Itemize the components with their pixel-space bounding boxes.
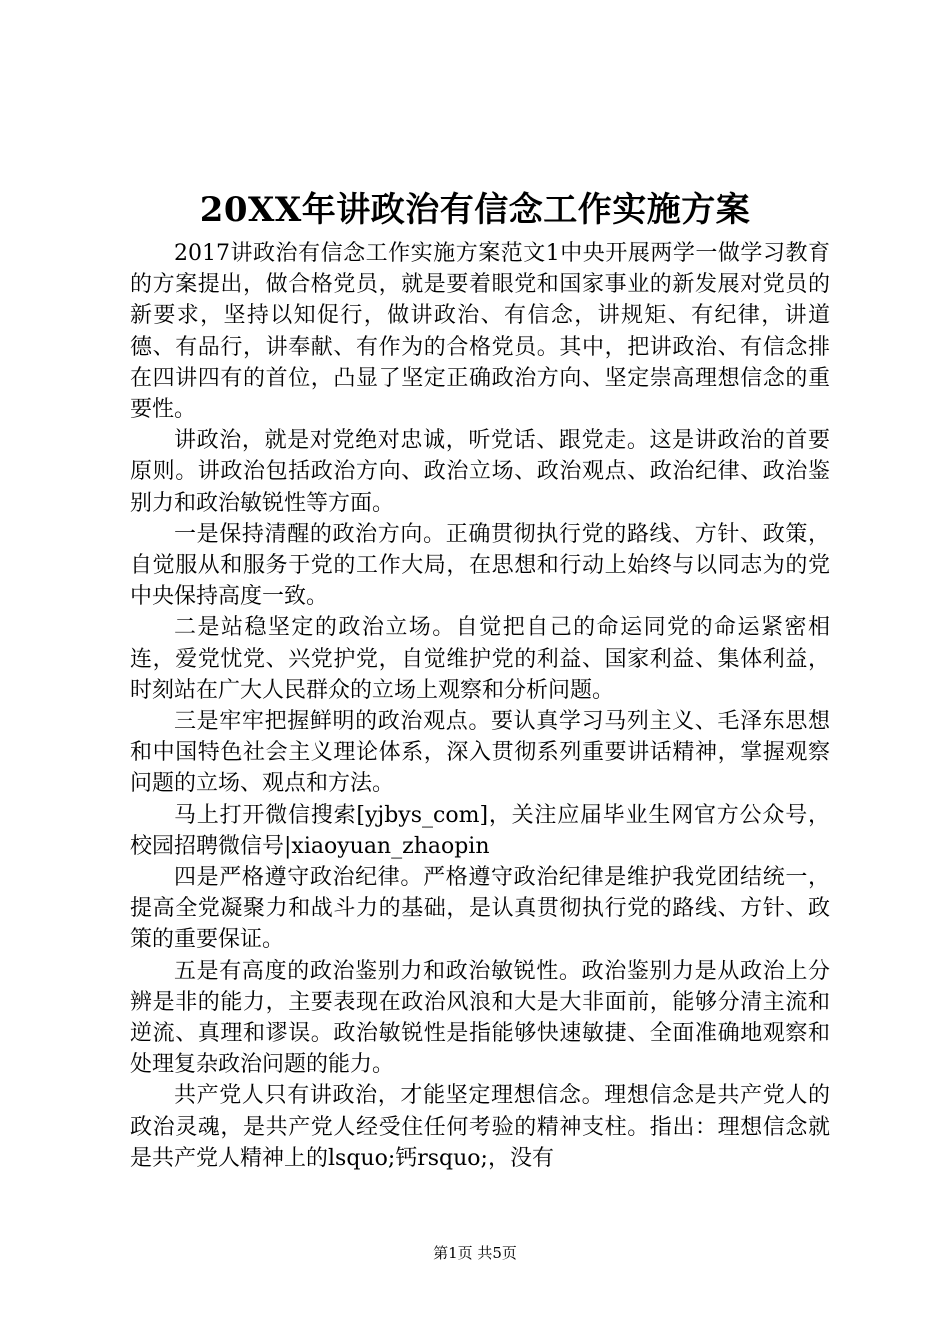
paragraph: 四是严格遵守政治纪律。严格遵守政治纪律是维护我党团结统一，提高全党凝聚力和战斗力的基础，是认真贯彻执行党的路线、方针、政策的重要保证。 [130, 865, 830, 953]
wechat-promo-paragraph: 马上打开微信搜索[yjbys_com]，关注应届毕业生网官方公众号，校园招聘微信号|xiaoyuan_zhaopin [130, 802, 830, 859]
paragraph: 共产党人只有讲政治，才能坚定理想信念。理想信念是共产党人的政治灵魂，是共产党人经受住任何考验的精神支柱。指出：理想信念就是共产党人精神上的lsquo;钙rsquo;，没有 [130, 1083, 830, 1171]
paragraph: 2017讲政治有信念工作实施方案范文1中央开展两学一做学习教育的方案提出，做合格党员，就是要着眼党和国家事业的新发展对党员的新要求，坚持以知促行，做讲政治、有信念，讲规矩、有纪律，讲道德、有品行，讲奉献、有作为的合格党员。其中，把讲政治、有信念排在四讲四有的首位，凸显了坚定正确政治方向、坚定崇高理想信念的重要性。 [130, 241, 830, 423]
paragraph: 讲政治，就是对党绝对忠诚，听党话、跟党走。这是讲政治的首要原则。讲政治包括政治方向、政治立场、政治观点、政治纪律、政治鉴别力和政治敏锐性等方面。 [130, 428, 830, 516]
document-body [130, 238, 830, 1174]
paragraph: 五是有高度的政治鉴别力和政治敏锐性。政治鉴别力是从政治上分辨是非的能力，主要表现在政治风浪和大是大非面前，能够分清主流和逆流、真理和谬误。政治敏锐性是指能够快速敏捷、全面准确地观察和处理复杂政治问题的能力。 [130, 958, 830, 1078]
paragraph: 二是站稳坚定的政治立场。自觉把自己的命运同党的命运紧密相连，爱党忧党、兴党护党，自觉维护党的利益、国家利益、集体利益，时刻站在广大人民群众的立场上观察和分析问题。 [130, 615, 830, 703]
paragraph: 一是保持清醒的政治方向。正确贯彻执行党的路线、方针、政策，自觉服从和服务于党的工作大局，在思想和行动上始终与以同志为的党中央保持高度一致。 [130, 521, 830, 610]
paragraph: 三是牢牢把握鲜明的政治观点。要认真学习马列主义、毛泽东思想和中国特色社会主义理论体系，深入贯彻系列重要讲话精神，掌握观察问题的立场、观点和方法。 [130, 709, 830, 797]
page-number-footer: 第1页 共5页 [433, 1244, 517, 1262]
document-title: 20XX年讲政治有信念工作实施方案 [199, 190, 751, 230]
